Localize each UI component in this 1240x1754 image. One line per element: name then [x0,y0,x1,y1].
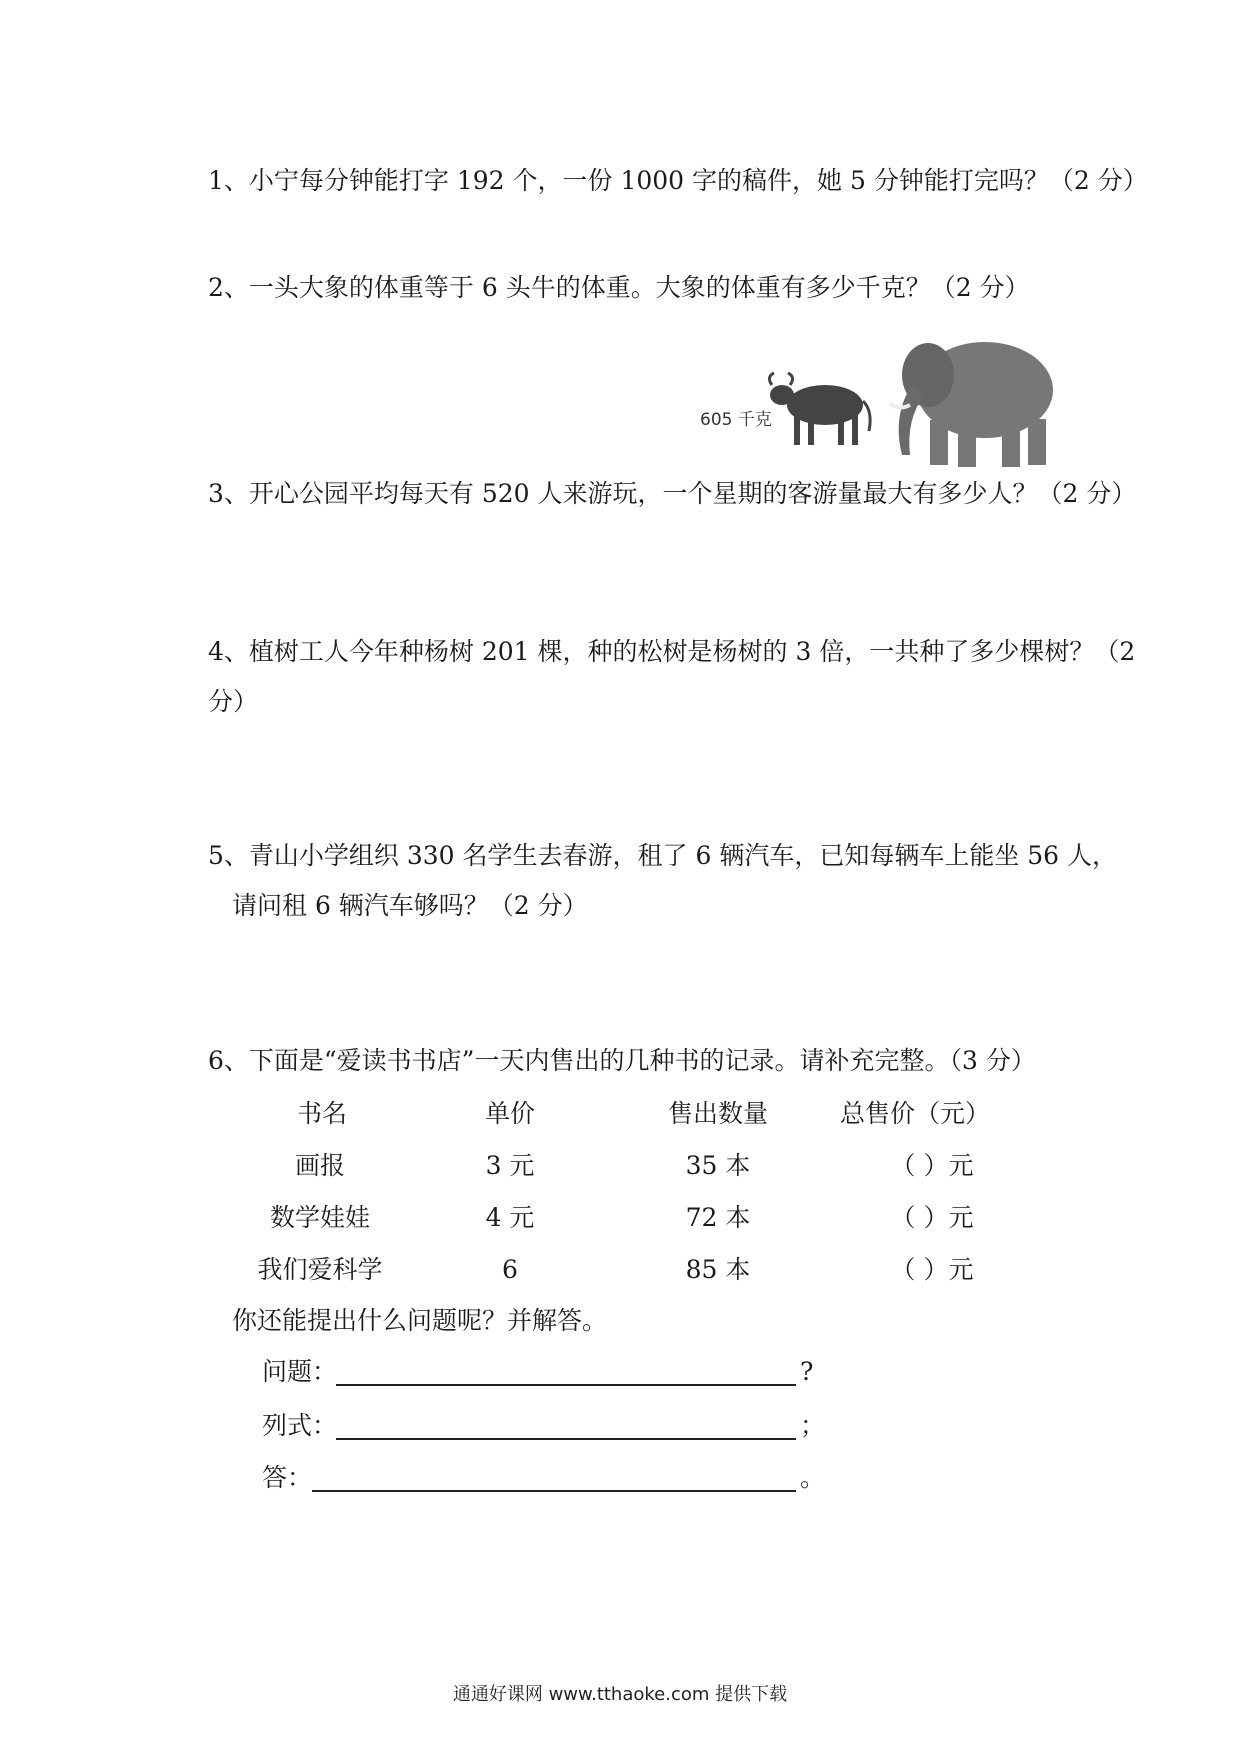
table-cell: 4 元 [485,1203,535,1232]
question-4-line-2: 分） [208,687,259,716]
question-3: 3、开心公园平均每天有 520 人来游玩，一个星期的客游量最大有多少人？（2 分） [208,479,1137,508]
question-6: 6、下面是“爱读书书店”一天内售出的几种书的记录。请补充完整。（3 分） [208,1046,1036,1075]
elephant-icon [890,342,1053,467]
table-cell: 3 元 [485,1151,535,1180]
table-cell-blank[interactable]: （ ）元 [890,1203,974,1232]
question-answer-line[interactable] [336,1384,796,1386]
answer-line[interactable] [312,1490,796,1492]
answer-label: 答： [262,1463,313,1492]
table-header: 书名 [296,1099,348,1128]
table-cell: 我们爱科学 [257,1255,383,1284]
question-5-line-2: 请问租 6 辆汽车够吗？（2 分） [232,891,588,920]
answer-end-mark: 。 [800,1463,826,1492]
table-cell: 6 [502,1255,518,1284]
table-cell: 数学娃娃 [269,1203,371,1232]
followup-prompt: 你还能提出什么问题呢？并解答。 [232,1306,608,1335]
table-cell: 72 本 [685,1203,751,1232]
cow-elephant-illustration [690,335,1070,475]
formula-label: 列式： [262,1411,338,1440]
table-cell-blank[interactable]: （ ）元 [890,1255,974,1284]
question-end-mark: ? [800,1357,814,1386]
table-cell: 画报 [294,1151,346,1180]
formula-end-mark: ； [800,1411,826,1440]
table-header: 单价 [484,1099,536,1128]
question-1: 1、小宁每分钟能打字 192 个，一份 1000 字的稿件，她 5 分钟能打完吗？（2 分） [208,166,1148,195]
question-4-line-1: 4、植树工人今年种杨树 201 棵，种的松树是杨树的 3 倍，一共种了多少棵树？（2 [208,637,1136,666]
formula-answer-line[interactable] [336,1438,796,1440]
table-header: 总售价（元） [839,1099,991,1128]
footer-credit: 通通好课网 www.tthaoke.com 提供下载 [452,1684,788,1705]
cow-weight-label: 605 千克 [700,410,772,430]
question-label: 问题： [262,1357,338,1386]
cow-icon [769,373,870,445]
table-cell-blank[interactable]: （ ）元 [890,1151,974,1180]
table-header: 售出数量 [667,1099,769,1128]
table-cell: 35 本 [685,1151,751,1180]
question-2: 2、一头大象的体重等于 6 头牛的体重。大象的体重有多少千克？（2 分） [208,273,1030,302]
question-5-line-1: 5、青山小学组织 330 名学生去春游，租了 6 辆汽车，已知每辆车上能坐 56 人， [208,841,1118,870]
table-cell: 85 本 [685,1255,751,1284]
